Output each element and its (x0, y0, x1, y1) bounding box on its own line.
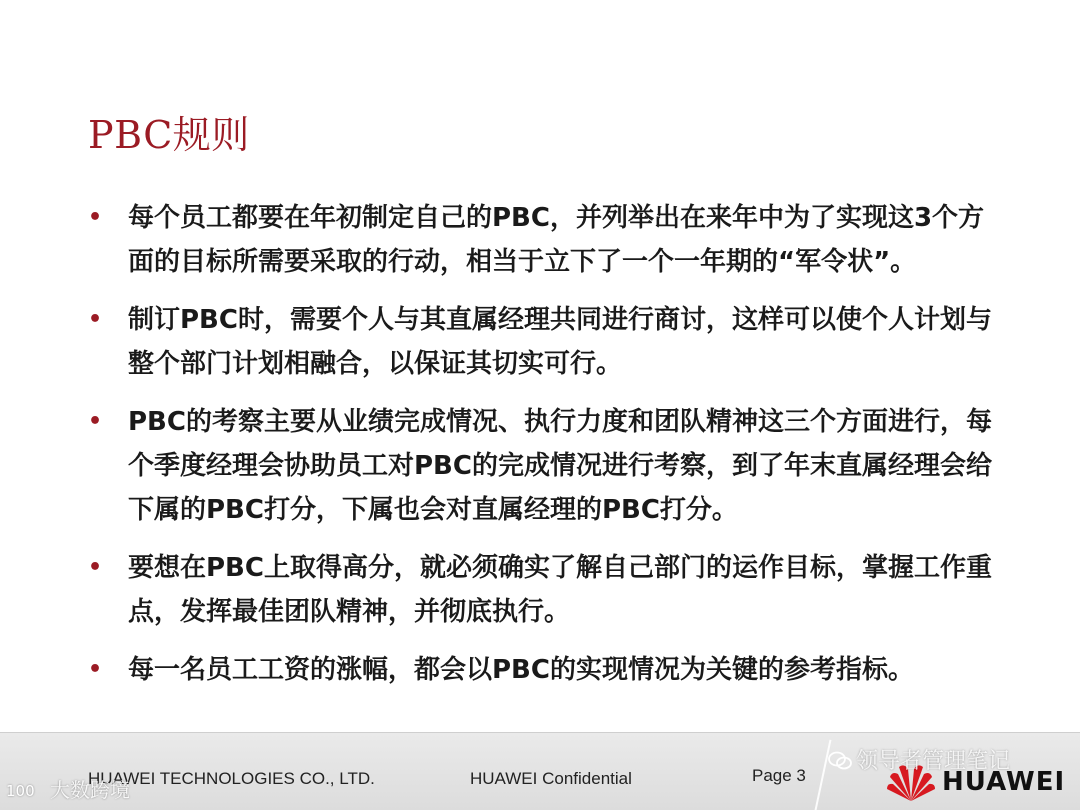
page-number: Page 3 (752, 766, 806, 785)
bullet-text: PBC的考察主要从业绩完成情况、执行力度和团队精神这三个方面进行，每个季度经理会协助员工对PBC的完成情况进行考察，到了年末直属经理会给下属的PBC打分，下属也会对直属经理的PBC打分。 (128, 407, 992, 525)
bullet-item (88, 546, 1008, 634)
bullet-marker: • (88, 555, 103, 580)
bullet-item (88, 298, 1008, 386)
bullet-item (88, 196, 1008, 284)
footer-company: HUAWEI TECHNOLOGIES CO., LTD. (88, 769, 375, 788)
bullet-item (88, 648, 1008, 692)
wechat-icon (828, 751, 852, 771)
watermark-logo-icon (4, 779, 46, 801)
slide-title: PBC规则 (88, 113, 250, 157)
footer-confidential: HUAWEI Confidential (470, 769, 632, 788)
bullet-marker: • (88, 307, 103, 332)
bullet-marker: • (88, 409, 103, 434)
bullet-text: 制订PBC时，需要个人与其直属经理共同进行商讨，这样可以使个人计划与整个部门计划相融合，以保证其切实可行。 (128, 305, 992, 379)
watermark-left (4, 774, 130, 803)
watermark-right-text: 领导者管理笔记 (856, 749, 1011, 774)
bullet-marker: • (88, 205, 103, 230)
bullet-list (88, 196, 1008, 706)
watermark-right (828, 744, 1010, 775)
bullet-text: 要想在PBC上取得高分，就必须确实了解自己部门的运作目标，掌握工作重点，发挥最佳团队精神，并彻底执行。 (128, 553, 992, 627)
bullet-marker: • (88, 657, 103, 682)
watermark-logo-text: 100 (6, 782, 35, 800)
watermark-left-text: 大数跨境 (50, 778, 130, 802)
bullet-item (88, 400, 1008, 532)
bullet-text: 每个员工都要在年初制定自己的PBC，并列举出在来年中为了实现这3个方面的目标所需要采取的行动，相当于立下了一个一年期的“军令状”。 (128, 203, 985, 277)
huawei-wordmark: HUAWEI (942, 767, 1066, 797)
bullet-text: 每一名员工工资的涨幅，都会以PBC的实现情况为关键的参考指标。 (128, 655, 914, 685)
